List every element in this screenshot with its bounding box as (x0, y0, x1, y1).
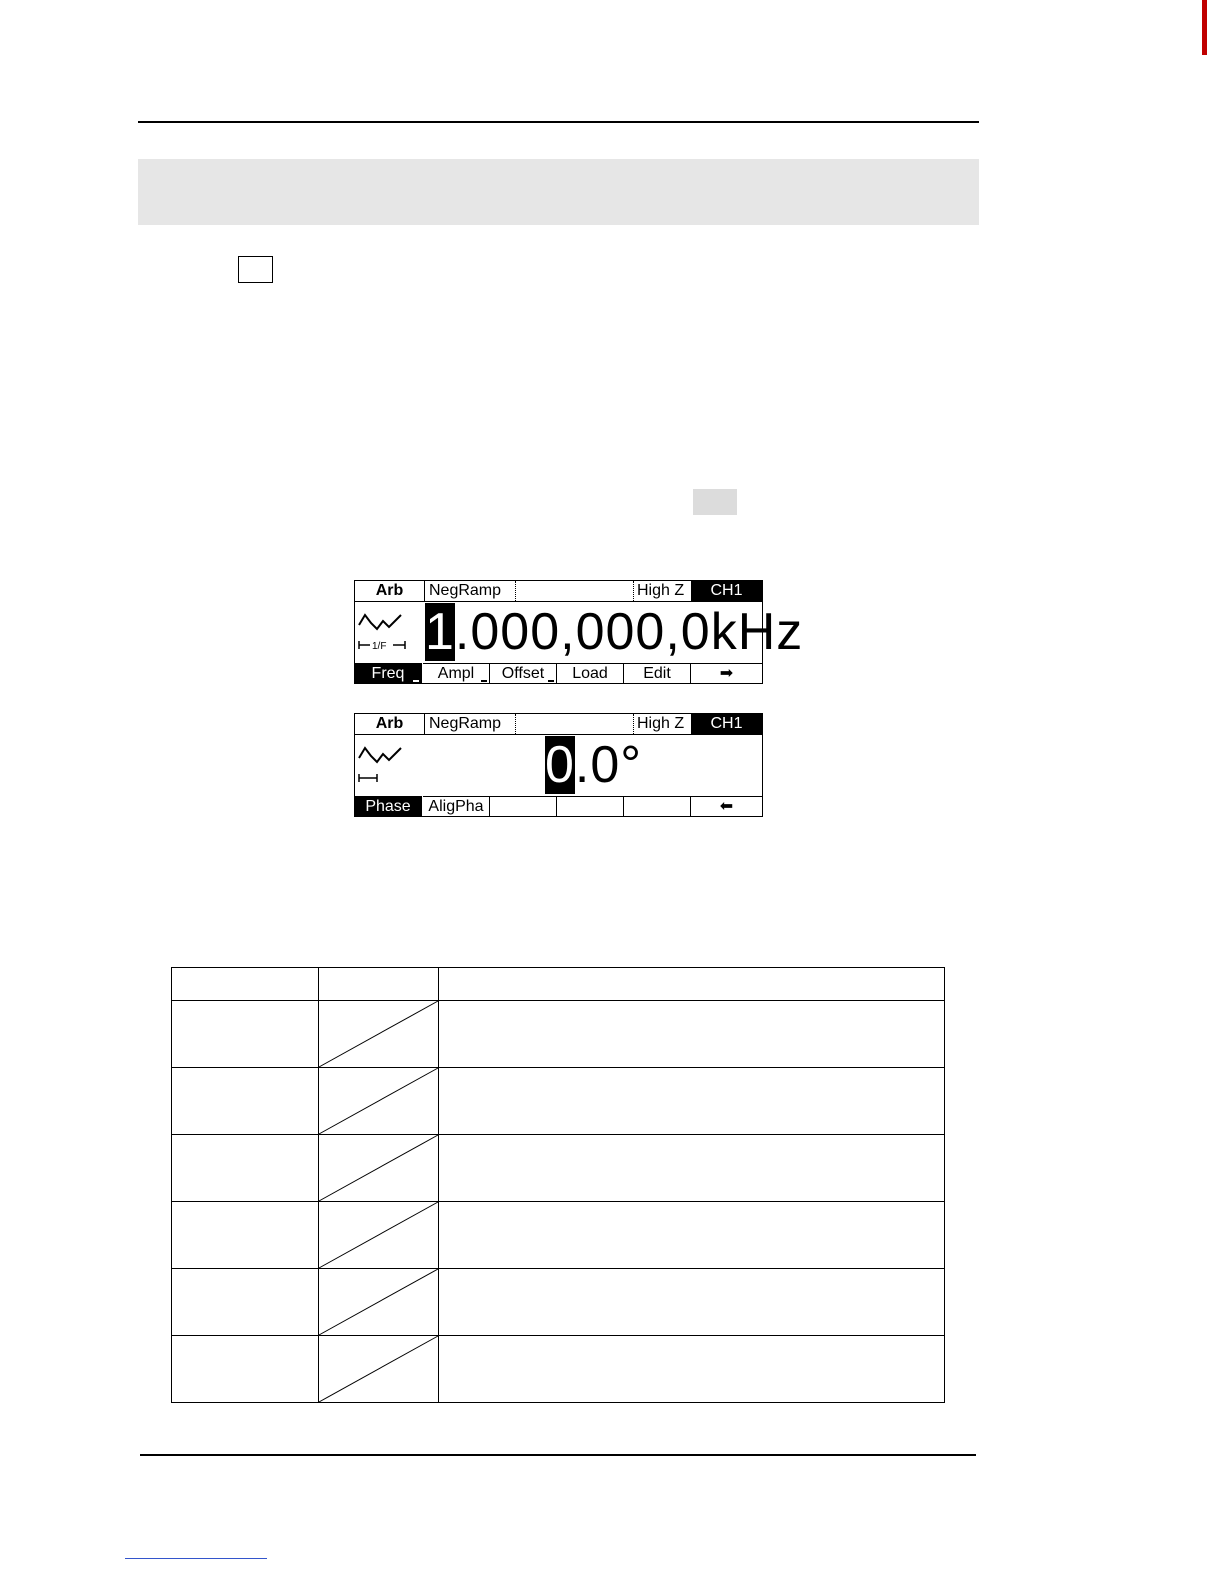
mode-label: Arb (355, 581, 425, 601)
channel-label: CH1 (691, 714, 762, 734)
softkey-empty[interactable] (624, 796, 691, 816)
not-applicable-cell (319, 1001, 439, 1068)
waveform-label: NegRamp (429, 714, 516, 734)
softkey-next-arrow-icon[interactable]: ➡ (691, 663, 762, 683)
softkey-ampl[interactable]: Ampl (423, 663, 490, 683)
page-edge-marker (1202, 0, 1207, 55)
not-applicable-cell (319, 1269, 439, 1336)
channel-label: CH1 (691, 581, 762, 601)
period-label: 1/F (372, 641, 387, 652)
phase-value (545, 736, 642, 794)
softkey-empty[interactable] (490, 796, 557, 816)
arb-wave-phase-icon (357, 740, 413, 786)
table-header-row (172, 968, 945, 1001)
table-row (172, 1068, 945, 1135)
softkey-phase[interactable]: Phase (355, 796, 422, 816)
waveform-label: NegRamp (429, 581, 516, 601)
lcd-screen-phase (354, 713, 763, 817)
cursor-digit: 0 (545, 736, 575, 794)
value-digits: .0° (574, 736, 643, 794)
header-rule (138, 121, 979, 123)
frequency-value (425, 603, 803, 661)
table-row (172, 1001, 945, 1068)
table-row (172, 1336, 945, 1403)
gray-key (693, 489, 737, 515)
lcd-status-bar (355, 581, 762, 602)
lcd-status-bar (355, 714, 762, 735)
not-applicable-cell (319, 1068, 439, 1135)
lcd-screen-frequency (354, 580, 804, 684)
softkey-load[interactable]: Load (557, 663, 624, 683)
footer-rule (140, 1454, 976, 1456)
load-label: High Z (633, 714, 691, 734)
arb-wave-period-icon (357, 607, 413, 653)
softkey-freq[interactable]: Freq (355, 663, 422, 683)
softkey-offset[interactable]: Offset (490, 663, 557, 683)
table-row (172, 1135, 945, 1202)
section-banner (138, 159, 979, 225)
softkey-empty[interactable] (557, 796, 624, 816)
footer-link-underline (125, 1558, 267, 1559)
not-applicable-cell (319, 1135, 439, 1202)
softkey-menu (355, 796, 762, 816)
mode-label: Arb (355, 714, 425, 734)
not-applicable-cell (319, 1336, 439, 1403)
softkey-align-phase[interactable]: AligPha (423, 796, 490, 816)
softkey-edit[interactable]: Edit (624, 663, 691, 683)
value-digits: .000,000,0kHz (454, 603, 804, 661)
table-row (172, 1202, 945, 1269)
softkey-menu (355, 663, 762, 683)
key-box (238, 256, 273, 283)
cursor-digit: 1 (425, 603, 455, 661)
not-applicable-cell (319, 1202, 439, 1269)
softkey-back-arrow-icon[interactable]: ⬅ (691, 796, 762, 816)
table-row (172, 1269, 945, 1336)
load-label: High Z (633, 581, 691, 601)
parameter-table (171, 967, 945, 1403)
